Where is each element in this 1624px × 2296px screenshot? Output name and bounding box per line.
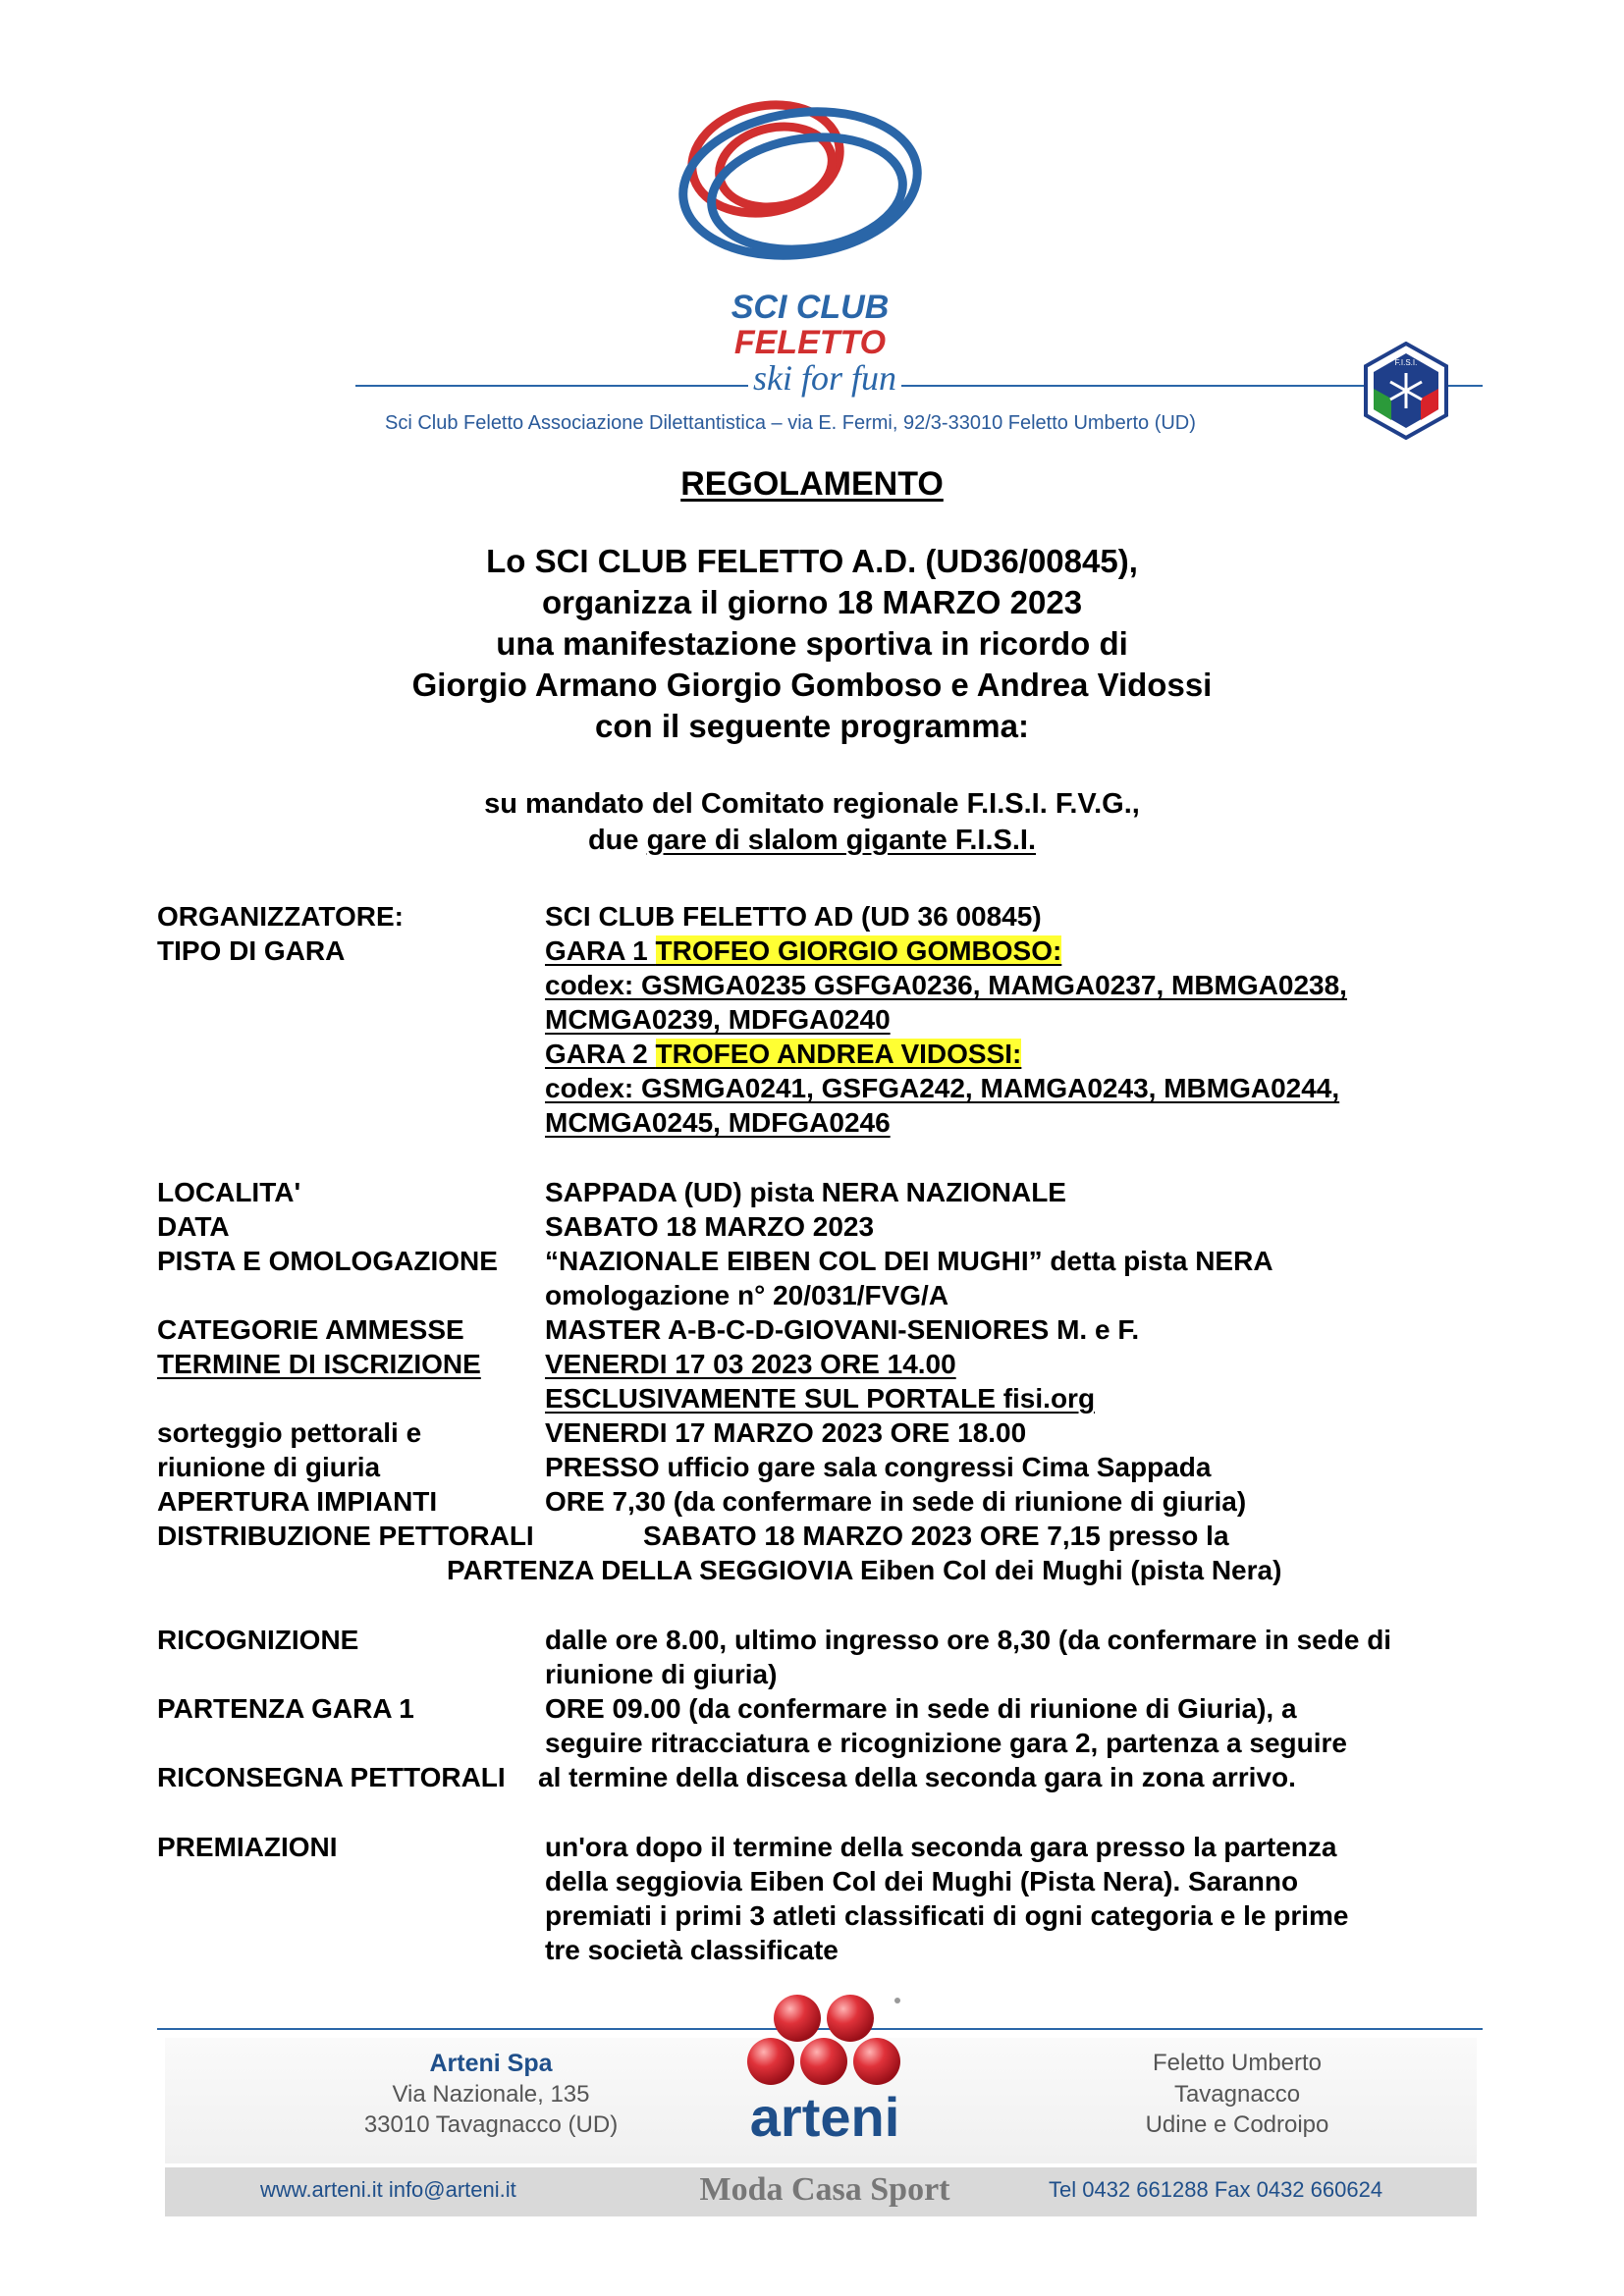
logo-tagline: ski for fun [752, 358, 896, 398]
sponsor-location-3: Udine e Codroipo [1145, 2111, 1329, 2138]
riconsegna-value: al termine della discesa della seconda gara in zona arrivo. [538, 1762, 1296, 1792]
sponsor-location-2: Tavagnacco [1173, 2081, 1301, 2108]
localita-value: SAPPADA (UD) pista NERA NAZIONALE [545, 1177, 1066, 1207]
organizzatore-label: ORGANIZZATORE: [157, 901, 404, 932]
arteni-logo-text: arteni [749, 2086, 900, 2148]
premiazioni-value-2: della seggiovia Eiben Col dei Mughi (Pista Nera). Saranno [545, 1866, 1299, 1896]
sci-club-feletto-logo [628, 90, 982, 365]
data-value: SABATO 18 MARZO 2023 [545, 1211, 875, 1242]
localita-label: LOCALITA' [157, 1177, 301, 1207]
mandate-prefix: due [587, 825, 647, 856]
sponsor-phone: Tel 0432 661288 Fax 0432 660624 [1049, 2177, 1383, 2202]
logo-line1: SCI CLUB [731, 289, 890, 326]
data-label: DATA [157, 1211, 230, 1242]
sponsor-address-1: Via Nazionale, 135 [392, 2081, 590, 2108]
sorteggio-label-2: riunione di giuria [157, 1452, 381, 1482]
termine-value-1: VENERDI 17 03 2023 ORE 14.00 [545, 1349, 956, 1379]
riconsegna-label: RICONSEGNA PETTORALI [157, 1762, 506, 1792]
sponsor-slogan: Moda Casa Sport [699, 2171, 950, 2208]
gara2-line [545, 1039, 1021, 1070]
sponsor-name: Arteni Spa [429, 2050, 553, 2077]
mandate-line-2 [0, 825, 1624, 857]
mandate-line-1: su mandato del Comitato regionale F.I.S.I. F.V.G., [484, 788, 1140, 820]
document-title: REGOLAMENTO [680, 465, 944, 503]
mandate-underlined: gare di slalom gigante F.I.S.I. [646, 825, 1037, 856]
gara1-trophy: TROFEO GIORGIO GOMBOSO: [655, 935, 1062, 966]
intro-line-5: con il seguente programma: [595, 708, 1029, 744]
partenza-value-1: ORE 09.00 (da confermare in sede di riunione di Giuria), a [545, 1693, 1297, 1724]
premiazioni-value-4: tre società classificate [545, 1935, 839, 1965]
partenza-value-2: seguire ritracciatura e ricognizione gara 2, partenza a seguire [545, 1728, 1347, 1758]
sorteggio-value-2: PRESSO ufficio gare sala congressi Cima Sappada [545, 1452, 1212, 1482]
sorteggio-label-1: sorteggio pettorali e [157, 1417, 422, 1448]
club-address: Sci Club Feletto Associazione Dilettantistica – via E. Fermi, 92/3-33010 Feletto Umberto (UD) [385, 412, 1196, 434]
sponsor-address-2: 33010 Tavagnacco (UD) [363, 2111, 619, 2138]
categorie-label: CATEGORIE AMMESSE [157, 1314, 464, 1345]
intro-line-2: organizza il giorno 18 MARZO 2023 [541, 584, 1083, 620]
ricognizione-label: RICOGNIZIONE [157, 1625, 359, 1655]
intro-line-3: una manifestazione sportiva in ricordo di [496, 625, 1128, 662]
gara1-codex-1: codex: GSMGA0235 GSFGA0236, MAMGA0237, MBMGA0238, [545, 970, 1347, 1000]
pista-value-1: “NAZIONALE EIBEN COL DEI MUGHI” detta pista NERA [545, 1246, 1273, 1276]
gara1-line [545, 935, 1061, 967]
premiazioni-value-1: un'ora dopo il termine della seconda gara presso la partenza [545, 1832, 1337, 1862]
distribuzione-value-1: SABATO 18 MARZO 2023 ORE 7,15 presso la [643, 1521, 1229, 1551]
sponsor-web: www.arteni.it info@arteni.it [260, 2177, 516, 2202]
tipo-label: TIPO DI GARA [157, 935, 346, 966]
gara1-prefix: GARA 1 [545, 935, 656, 966]
termine-label: TERMINE DI ISCRIZIONE [157, 1349, 481, 1379]
pista-value-2: omologazione n° 20/031/FVG/A [545, 1280, 949, 1310]
premiazioni-label: PREMIAZIONI [157, 1832, 338, 1862]
logo-line2: FELETTO [733, 324, 887, 361]
intro-line-1: Lo SCI CLUB FELETTO A.D. (UD36/00845), [486, 543, 1138, 579]
distribuzione-value-2: PARTENZA DELLA SEGGIOVIA Eiben Col dei Mughi (pista Nera) [447, 1555, 1282, 1585]
apertura-value: ORE 7,30 (da confermare in sede di riunione di giuria) [545, 1486, 1247, 1517]
sponsor-location-1: Feletto Umberto [1152, 2050, 1323, 2076]
premiazioni-value-3: premiati i primi 3 atleti classificati di ogni categoria e le prime [545, 1900, 1349, 1931]
organizzatore-value: SCI CLUB FELETTO AD (UD 36 00845) [545, 901, 1042, 932]
gara2-trophy: TROFEO ANDREA VIDOSSI: [655, 1039, 1022, 1069]
distribuzione-label: DISTRIBUZIONE PETTORALI [157, 1521, 534, 1551]
gara2-codex-1: codex: GSMGA0241, GSFGA242, MAMGA0243, MBMGA0244, [545, 1073, 1340, 1103]
intro-line-4: Giorgio Armano Giorgio Gomboso e Andrea Vidossi [411, 667, 1213, 703]
termine-value-2: ESCLUSIVAMENTE SUL PORTALE fisi.org [545, 1383, 1096, 1414]
pista-label: PISTA E OMOLOGAZIONE [157, 1246, 498, 1276]
header-rule-left [355, 385, 748, 387]
ricognizione-value-2: riunione di giuria) [545, 1659, 778, 1689]
gara2-prefix: GARA 2 [545, 1039, 656, 1069]
badge-text: F.I.S.I. [1394, 358, 1418, 367]
partenza-label: PARTENZA GARA 1 [157, 1693, 414, 1724]
apertura-label: APERTURA IMPIANTI [157, 1486, 438, 1517]
categorie-value: MASTER A-B-C-D-GIOVANI-SENIORES M. e F. [545, 1314, 1140, 1345]
gara1-codex-2: MCMGA0239, MDFGA0240 [545, 1004, 891, 1035]
sorteggio-value-1: VENERDI 17 MARZO 2023 ORE 18.00 [545, 1417, 1027, 1448]
ricognizione-value-1: dalle ore 8.00, ultimo ingresso ore 8,30 (da confermare in sede di [545, 1625, 1392, 1655]
fisi-badge-icon [1362, 342, 1450, 440]
gara2-codex-2: MCMGA0245, MDFGA0246 [545, 1107, 891, 1138]
arteni-logo [717, 1979, 933, 2152]
